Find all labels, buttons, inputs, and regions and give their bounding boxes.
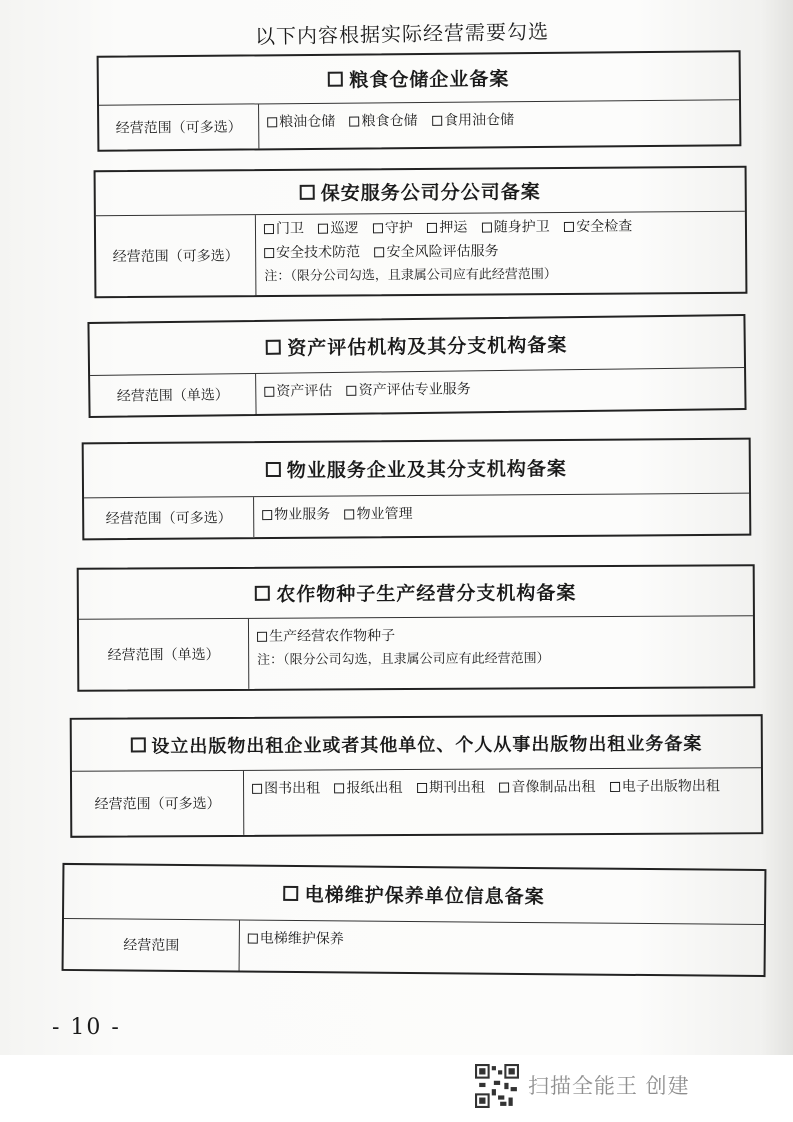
option-checkbox[interactable]: 期刊出租 [417,780,485,796]
option-checkbox[interactable]: 巡逻 [318,220,358,236]
option-checkbox[interactable]: 资产评估专业服务 [347,381,471,399]
scope-label: 经营范围（可多选） [99,104,259,149]
option-checkbox[interactable]: 安全检查 [564,219,632,235]
option-checkbox[interactable]: 生产经营农作物种子 [257,628,395,645]
page-heading: 以下内容根据实际经营需要勾选 [254,19,550,49]
form-checkbox[interactable] [130,737,145,752]
form-asset-appraisal [87,314,746,418]
qr-code-icon [475,1064,519,1108]
form-title: 粮食仓储企业备案 [349,68,510,92]
option-checkbox[interactable]: 电子出版物出租 [610,778,720,795]
scope-label: 经营范围（可多选） [84,497,254,538]
page-number: - 10 - [52,1015,121,1040]
form-crop-seed [77,564,756,692]
form-checkbox[interactable] [284,886,299,901]
option-checkbox[interactable]: 粮油仓储 [267,114,335,131]
form-title: 物业服务企业及其分支机构备案 [286,457,567,482]
scope-label: 经营范围（单选） [79,619,249,690]
option-checkbox[interactable]: 押运 [427,220,467,236]
option-checkbox[interactable]: 安全风险评估服务 [375,243,499,260]
scope-note: 注：（限分公司勾选，且隶属公司应有此经营范围） [264,267,557,285]
scope-options [256,368,744,414]
scope-options [240,920,764,975]
option-checkbox[interactable]: 随身护卫 [482,219,550,235]
option-checkbox[interactable]: 安全技术防范 [264,244,360,261]
option-checkbox[interactable]: 资产评估 [264,383,332,400]
scope-label: 经营范围（可多选） [96,215,257,296]
form-checkbox[interactable] [266,340,281,355]
option-checkbox[interactable]: 电梯维护保养 [248,931,344,948]
scope-label: 经营范围 [64,919,240,971]
form-title: 保安服务公司分公司备案 [320,181,541,205]
option-checkbox[interactable]: 粮食仓储 [350,113,418,130]
scope-options [249,616,753,689]
form-checkbox[interactable] [266,462,281,477]
form-checkbox[interactable] [255,586,270,601]
scope-options [256,212,746,295]
form-publication-rental [70,714,764,838]
form-checkbox[interactable] [300,185,315,200]
form-title: 设立出版物出租企业或者其他单位、个人从事出版物出租业务备案 [151,733,703,757]
form-checkbox[interactable] [328,72,343,87]
option-checkbox[interactable]: 音像制品出租 [499,779,595,796]
form-property-service [82,438,752,541]
option-checkbox[interactable]: 食用油仓储 [432,112,514,129]
form-grain-storage [97,50,742,152]
scope-options [244,768,761,835]
option-checkbox[interactable]: 报纸出租 [334,780,402,796]
form-security-branch [94,166,748,299]
scanner-watermark: 扫描全能王 创建 [528,1074,690,1098]
scope-label: 经营范围（单选） [90,374,256,416]
form-elevator-maintenance [62,863,767,977]
scope-options [259,100,739,148]
scope-options [254,494,749,537]
option-checkbox[interactable]: 图书出租 [252,781,320,797]
option-checkbox[interactable]: 物业管理 [345,506,413,522]
form-title: 电梯维护保养单位信息备案 [304,884,545,909]
option-checkbox[interactable]: 门卫 [264,221,304,237]
option-checkbox[interactable]: 守护 [373,220,413,236]
scope-label: 经营范围（可多选） [72,771,244,836]
form-title: 资产评估机构及其分支机构备案 [287,334,568,360]
form-title: 农作物种子生产经营分支机构备案 [276,582,577,606]
option-checkbox[interactable]: 物业服务 [262,507,330,523]
scope-note: 注：（限分公司勾选，且隶属公司应有此经营范围） [257,651,550,668]
